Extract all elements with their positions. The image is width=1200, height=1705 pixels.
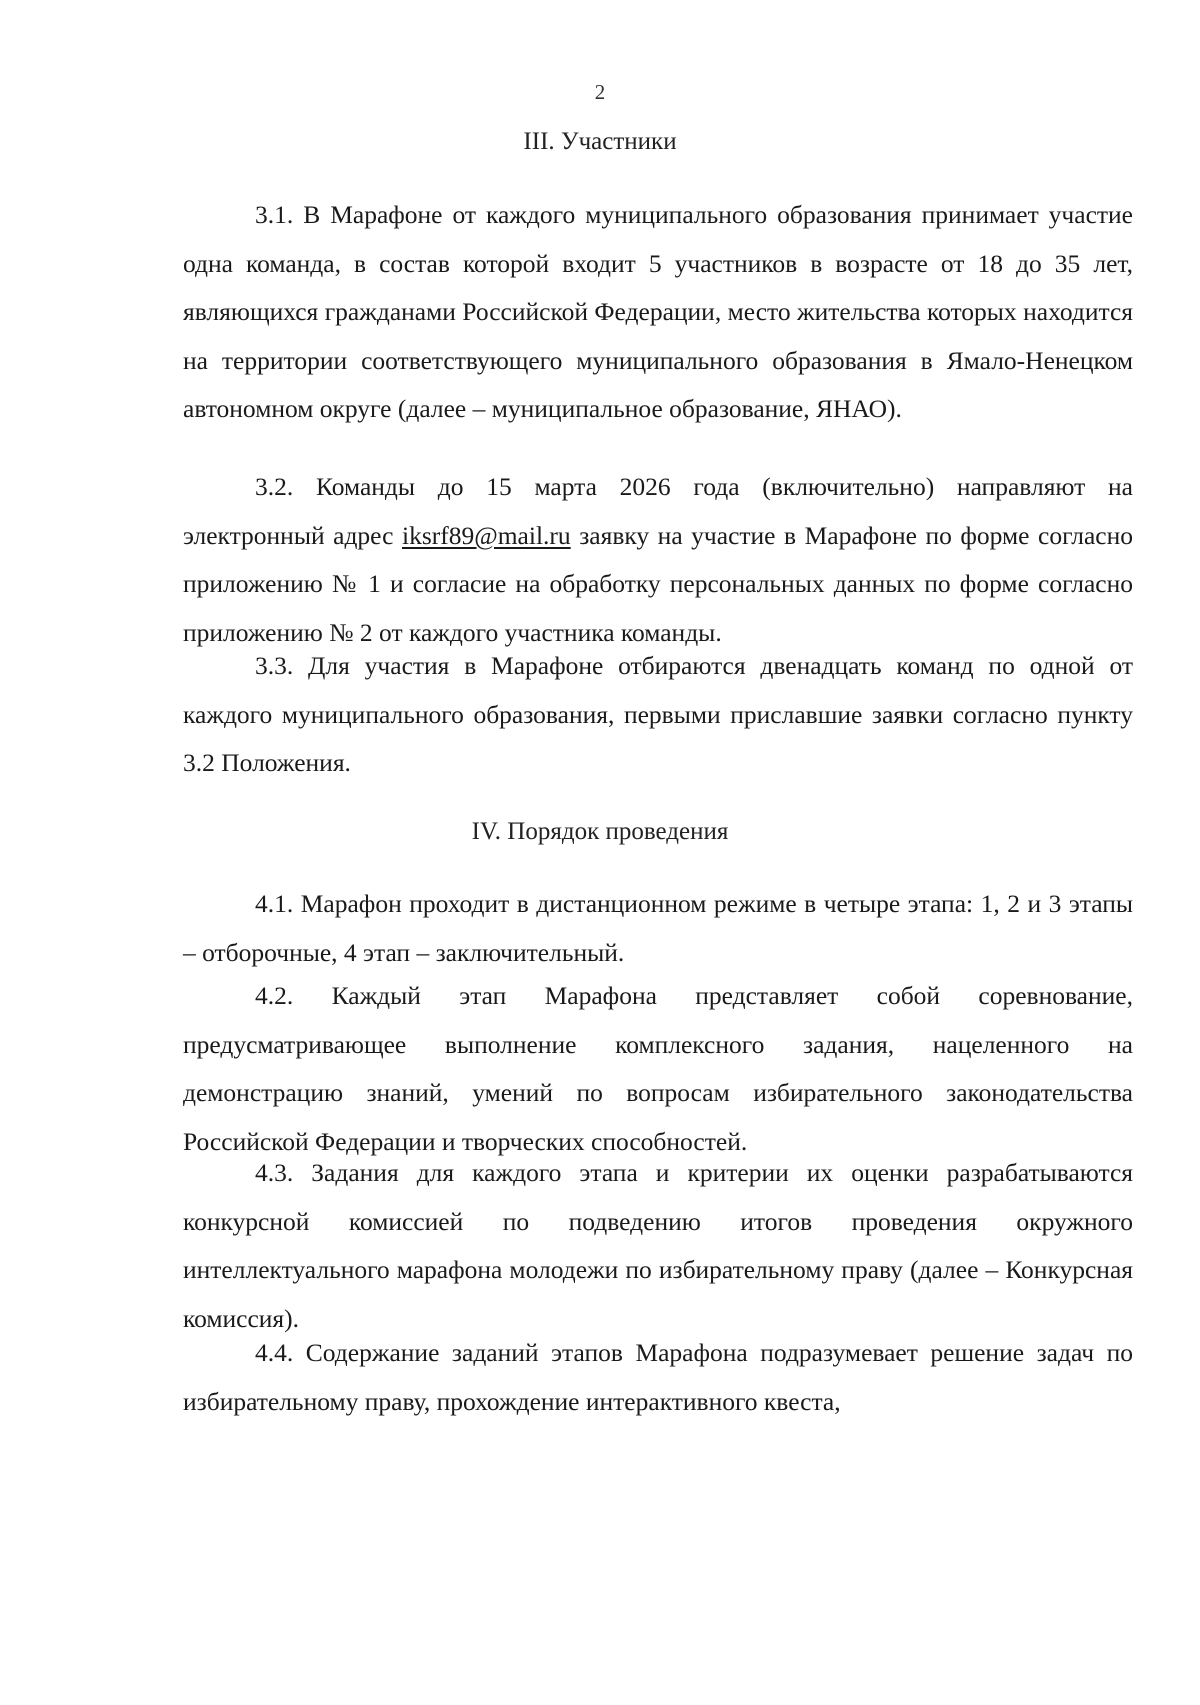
paragraph-3-3: 3.3. Для участия в Марафоне отбираются двенадцать команд по одной от каждого муниципального образования, первыми приславшие заявки согласно пункту 3.2 Положения. (183, 651, 1133, 777)
section-heading-participants: III. Участники (523, 128, 677, 155)
page-number: 2 (594, 80, 606, 104)
paragraph-4-1: 4.1. Марафон проходит в дистанционном режиме в четыре этапа: 1, 2 и 3 этапы – отборочные, 4 этап – заключительный. (183, 889, 1133, 967)
section-heading-procedure: IV. Порядок проведения (471, 818, 729, 845)
paragraph-4-2: 4.2. Каждый этап Марафона представляет собой соревнование, предусматривающее выполнение комплексного задания, нацеленного на демонстрацию знаний, умений по вопросам избирательного законодательства Российской Федерации и творческих способностей. (183, 981, 1133, 1156)
paragraph-3-2-text-after: заявку на участие в Марафоне по форме согласно приложению № 1 и согласие на обработку персональных данных по форме согласно приложению № 2 от каждого участника команды. (183, 520, 1133, 647)
paragraph-3-2-text-before: 3.2. Команды до 15 марта 2026 года (включительно) направляют на электронный адрес (183, 472, 1133, 550)
paragraph-4-4: 4.4. Содержание заданий этапов Марафона подразумевает решение задач по избирательному праву, прохождение интерактивного квеста, (183, 1338, 1133, 1416)
paragraph-4-3: 4.3. Задания для каждого этапа и критерии их оценки разрабатываются конкурсной комиссией по подведению итогов проведения окружного интеллектуального марафона молодежи по избирательному праву (далее – Конкурсная комиссия). (183, 1158, 1133, 1333)
paragraph-3-1: 3.1. В Марафоне от каждого муниципального образования принимает участие одна команда, в состав которой входит 5 участников в возрасте от 18 до 35 лет, являющихся гражданами Российской Федерации, место жительства которых находится на территории соответствующего муниципального образования в Ямало-Ненецком автономном округе (далее – муниципальное образование, ЯНАО). (183, 200, 1133, 423)
email-link[interactable]: iksrf89@mail.ru (402, 520, 571, 550)
paragraph-3-2 (183, 463, 1133, 657)
